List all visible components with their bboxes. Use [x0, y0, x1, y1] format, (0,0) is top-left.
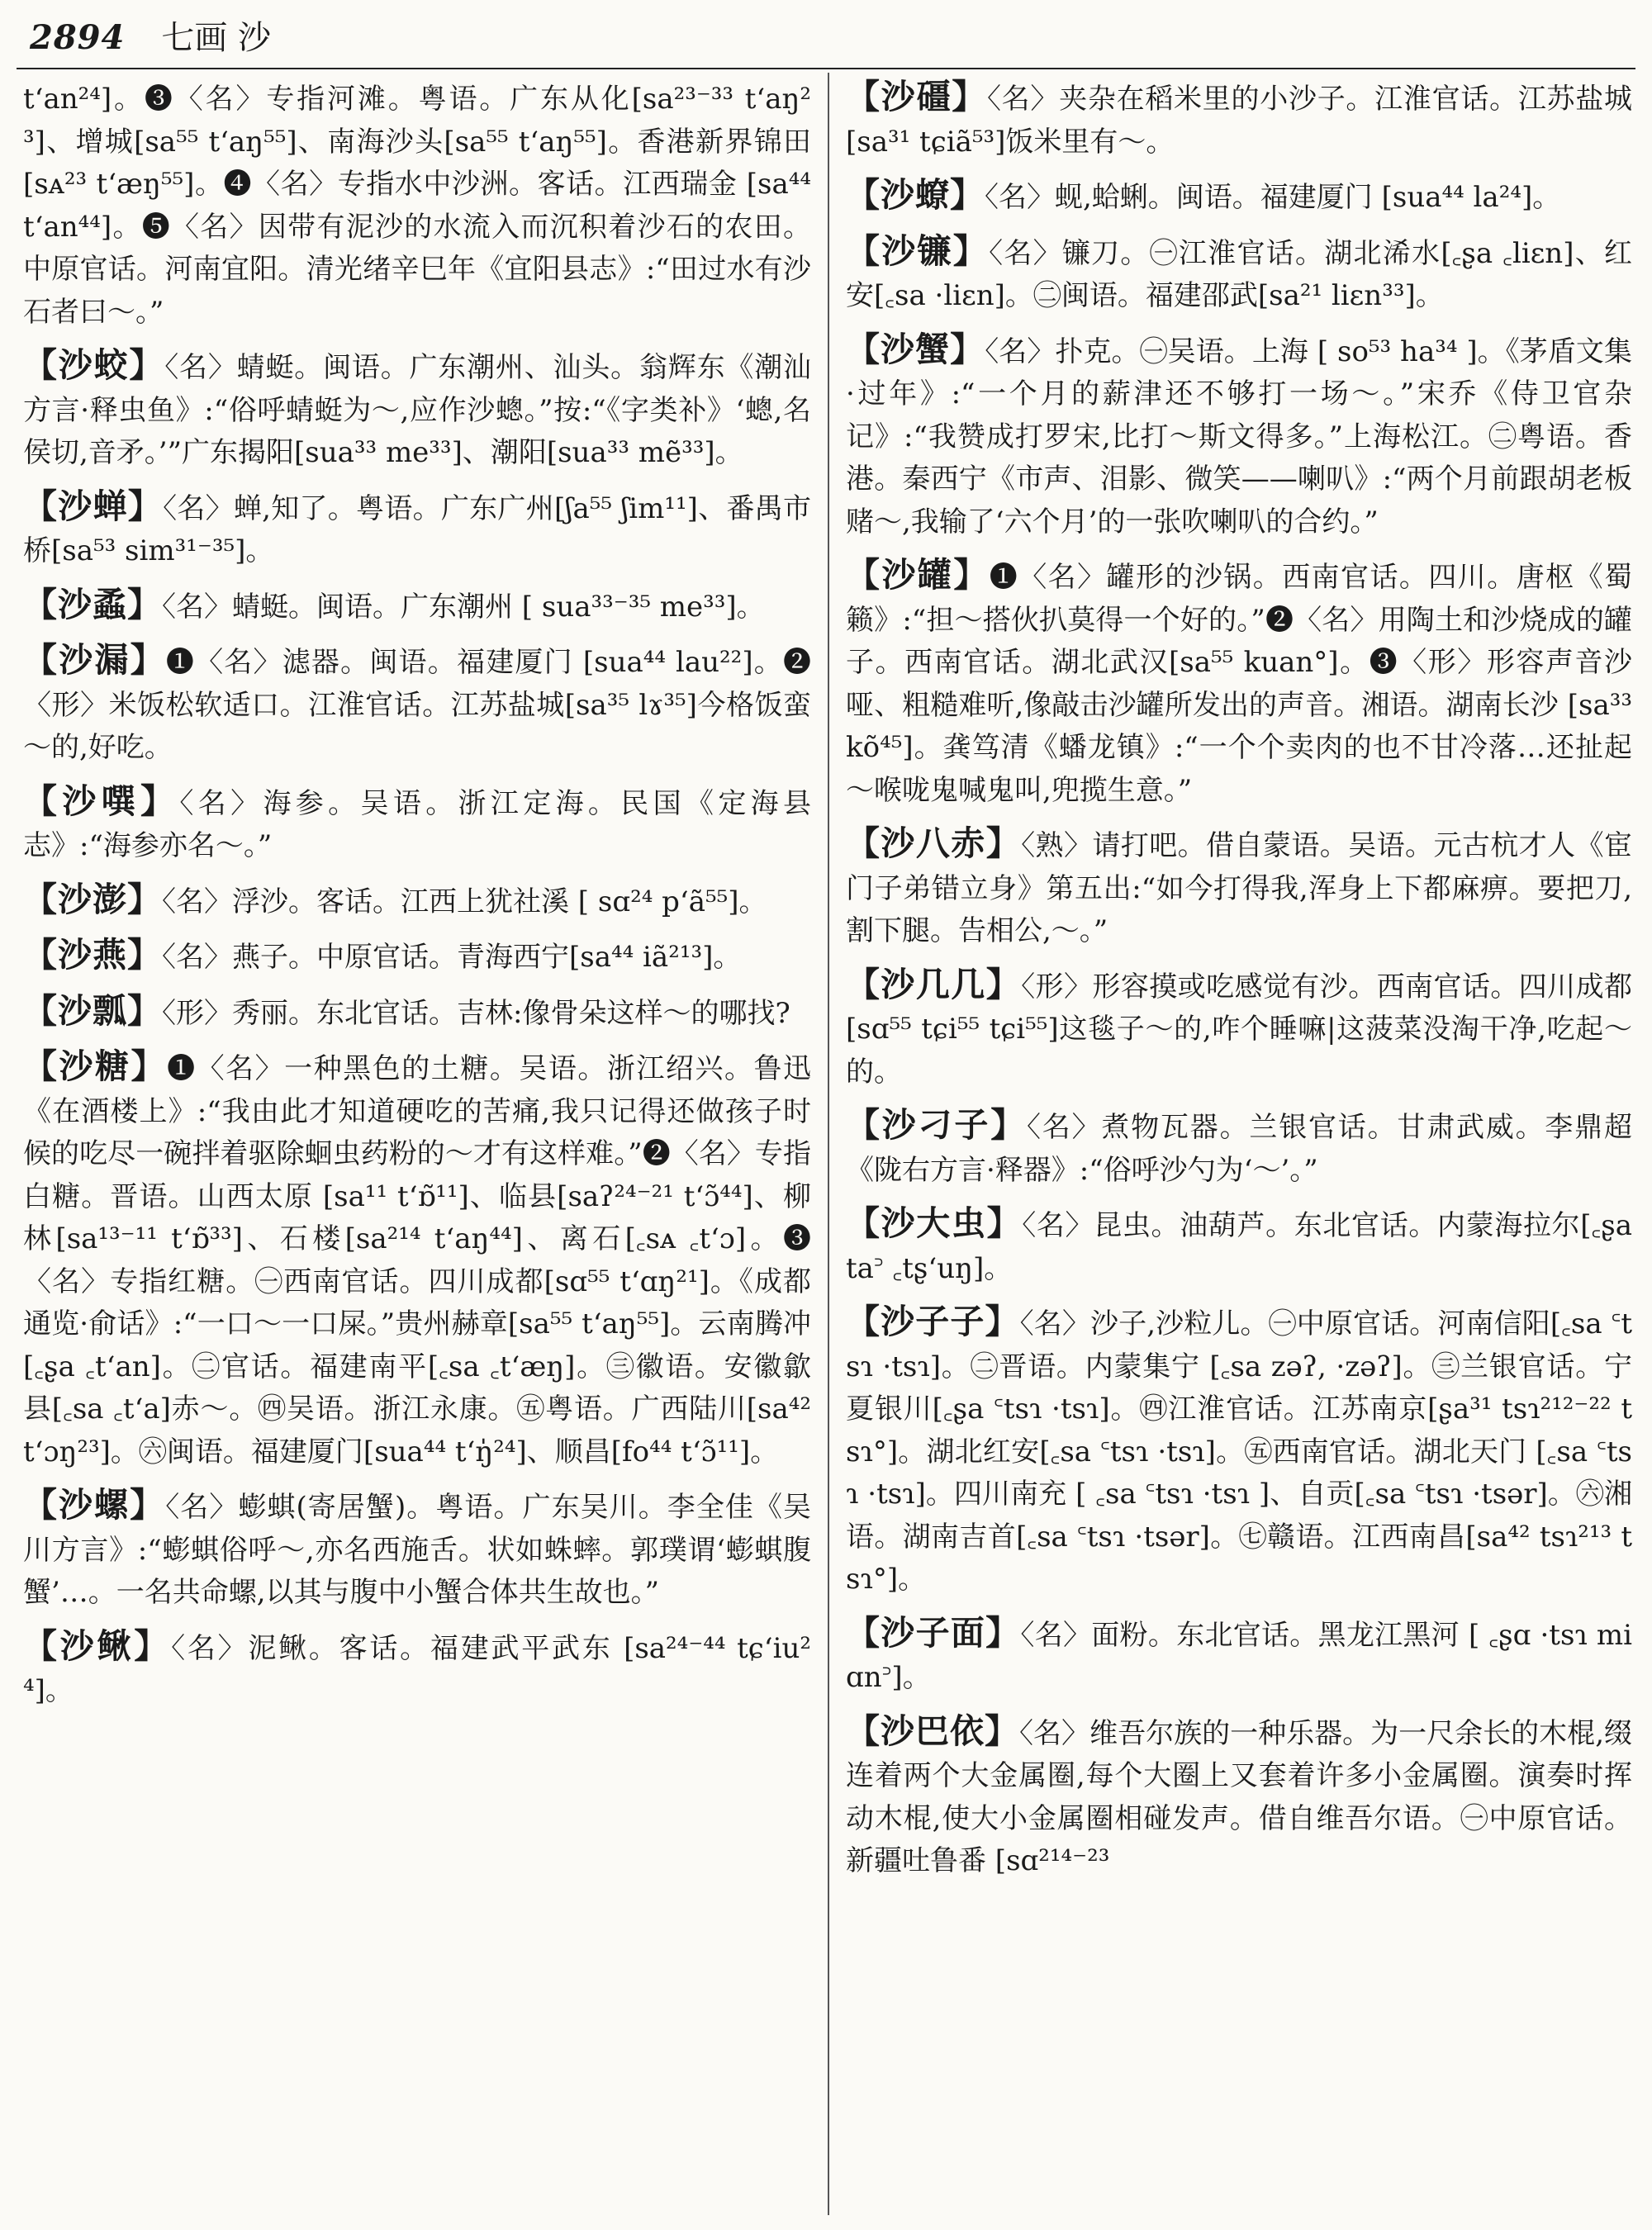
- dictionary-entry: [23, 1625, 811, 1713]
- entry-headword: 【沙蟊】: [23, 584, 162, 624]
- dictionary-entry: [23, 934, 811, 980]
- page-number: 2894: [30, 18, 126, 57]
- entry-text: 〈名〉面粉。东北官话。黑龙江黑河 [ ꜀ʂɑ ·tsɿ miɑn꜄]。: [846, 1618, 1632, 1694]
- entry-text: 〈名〉泥鳅。客话。福建武平武东 [sa²⁴⁻⁴⁴ tɕ‘iu²⁴]。: [23, 1631, 811, 1707]
- entry-text: 〈名〉煮物瓦器。兰银官话。甘肃武威。李鼎超《陇右方言·释器》:“俗呼沙勺为‘～’。”: [846, 1111, 1632, 1187]
- entry-headword: 【沙罐】: [846, 555, 990, 595]
- dictionary-entry: [23, 486, 811, 573]
- right-column: [846, 76, 1632, 2215]
- column-divider: [828, 73, 829, 2215]
- entry-text: ❶〈名〉一种黑色的土糖。吴语。浙江绍兴。鲁迅《在酒楼上》:“我由此才知道硬吃的苦痛,我只记得还做孩子时候的吃尽一碗拌着驱除蛔虫药粉的～才有这样难。”❷〈名〉专指白糖。晋语。山西太原 [sa¹¹ t‘ɒ̃¹¹]、临县[saʔ²⁴⁻²¹ t‘ɔ̃⁴⁴]、柳林[sa¹³⁻¹¹ t‘ɒ̃³³]、石楼[sa²¹⁴ t‘aŋ⁴⁴]、离石[꜀sᴀ ꜀t‘ɔ]。❸〈名〉专指红糖。㊀西南官话。四川成都[sɑ⁵⁵ t‘ɑŋ²¹]。《成都通览·俞话》:“一口～一口屎。”贵州赫章[sa⁵⁵ t‘aŋ⁵⁵]。云南腾冲[꜀ʂa ꜀t‘an]。㊁官话。福建南平[꜀sa ꜀t‘æŋ]。㊂徽语。安徽歙县[꜀sa ꜀t‘a]赤～。㊃吴语。浙江永康。㊄粤语。广西陆川[sa⁴² t‘ɔŋ²³]。㊅闽语。福建厦门[sua⁴⁴ t‘ŋ̍²⁴]、顺昌[fo⁴⁴ t‘ɔ̃¹¹]。: [23, 1052, 811, 1468]
- entry-text: 〈熟〉请打吧。借自蒙语。吴语。元古杭才人《宦门子弟错立身》第五出:“如今打得我,浑身上下都麻痹。要把刀,割下腿。告相公,～。”: [846, 829, 1632, 947]
- entry-text: 〈名〉沙子,沙粒儿。㊀中原官话。河南信阳[꜀sa ꜂tsɿ ·tsɿ]。㊁晋语。内蒙集宁 [꜀sa zəʔ, ·zəʔ]。㊂兰银官话。宁夏银川[꜀ʂa ꜂tsɿ ·tsɿ]。㊃江淮官话。江苏南京[ʂa³¹ tsɿ²¹²⁻²² tsɿ°]。湖北红安[꜀sa ꜂tsɿ ·tsɿ]。㊄西南官话。湖北天门 [꜀sa ꜂tsɿ ·tsɿ]。四川南充 [ ꜀sa ꜂tsɿ ·tsɿ ]、自贡[꜀sa ꜂tsɿ ·tsər]。㊅湘语。湖南吉首[꜀sa ꜂tsɿ ·tsər]。㊆赣语。江西南昌[sa⁴² tsɿ²¹³ tsɿ°]。: [846, 1307, 1632, 1596]
- dictionary-entry: [23, 780, 811, 868]
- entry-text: 〈名〉蜻蜓。闽语。广东潮州 [ sua³³⁻³⁵ me³³]。: [162, 590, 765, 624]
- entry-text: 〈名〉海参。吴语。浙江定海。民国《定海县志》:“海参亦名～。”: [23, 786, 811, 862]
- entry-headword: 【沙漏】: [23, 640, 166, 680]
- entry-headword: 【沙几几】: [846, 964, 1022, 1004]
- dictionary-entry: [23, 1484, 811, 1615]
- entry-headword: 【沙噀】: [23, 780, 180, 821]
- entry-text: 〈名〉维吾尔族的一种乐器。为一尺余长的木棍,缀连着两个大金属圈,每个大圈上又套着许多小金属圈。演奏时挥动木棍,使大小金属圈相碰发声。借自维吾尔语。㊀中原官话。新疆吐鲁番 [sɑ²¹⁴⁻²³: [846, 1716, 1632, 1877]
- entry-text: ❶〈名〉滤器。闽语。福建厦门 [sua⁴⁴ lau²²]。❷〈形〉米饭松软适口。江淮官话。江苏盐城[sa³⁵ lɤ³⁵]今格饭蛮～的,好吃。: [23, 646, 811, 764]
- entry-headword: 【沙螺】: [23, 1485, 166, 1525]
- dictionary-entry: [846, 964, 1632, 1094]
- entry-headword: 【沙蟟】: [846, 175, 985, 215]
- entry-text: 〈名〉燕子。中原官话。青海西宁[sa⁴⁴ iã²¹³]。: [162, 941, 742, 974]
- dictionary-entry: [23, 76, 811, 334]
- entry-headword: 【沙礓】: [846, 77, 987, 116]
- entry-headword: 【沙子面】: [846, 1612, 1021, 1653]
- dictionary-entry: [846, 1104, 1632, 1192]
- entry-headword: 【沙蟹】: [846, 329, 985, 369]
- header-divider: [17, 68, 1635, 69]
- entry-headword: 【沙蝉】: [23, 486, 164, 526]
- dictionary-entry: [23, 990, 811, 1036]
- entry-headword: 【沙巴依】: [846, 1710, 1020, 1751]
- dictionary-entry: [846, 329, 1632, 544]
- entry-headword: 【沙子子】: [846, 1302, 1020, 1341]
- entry-text: 〈名〉夹杂在稻米里的小沙子。江淮官话。江苏盐城[sa³¹ tɕiã⁵³]饭米里有～。: [846, 83, 1632, 159]
- dictionary-entry: [846, 1203, 1632, 1290]
- entry-text: 〈形〉形容摸或吃感觉有沙。西南官话。四川成都[sɑ⁵⁵ tɕi⁵⁵ tɕi⁵⁵]这毯子～的,咋个睡嘛|这菠菜没淘干净,吃起～的。: [846, 970, 1632, 1089]
- entry-headword: 【沙瓢】: [23, 990, 162, 1031]
- dictionary-entry: [846, 174, 1632, 220]
- dictionary-entry: [23, 1046, 811, 1473]
- entry-text: 〈名〉浮沙。客话。江西上犹社溪 [ sɑ²⁴ p‘ã⁵⁵]。: [162, 885, 767, 918]
- page-header: [30, 18, 271, 58]
- dictionary-entry: [846, 230, 1632, 318]
- dictionary-entry: [846, 1710, 1632, 1883]
- dictionary-entry: [23, 584, 811, 629]
- entry-headword: 【沙鳅】: [23, 1625, 172, 1666]
- entry-text: ❶〈名〉罐形的沙锅。西南官话。四川。唐枢《蜀籁》:“担～搭伙扒莫得一个好的。”❷〈名〉用陶土和沙烧成的罐子。西南官话。湖北武汉[sa⁵⁵ kuan°]。❸〈形〉形容声音沙哑、粗糙难听,像敲击沙罐所发出的声音。湘语。湖南长沙 [sa³³ kõ⁴⁵]。龚笃清《蟠龙镇》:“一个个卖肉的也不甘冷落…还扯起～喉咙鬼喊鬼叫,兜揽生意。”: [846, 561, 1632, 807]
- section-label: 七画 沙: [161, 19, 272, 57]
- entry-headword: 【沙糖】: [23, 1046, 168, 1086]
- entry-headword: 【沙八赤】: [846, 823, 1022, 863]
- left-column: [23, 76, 811, 2215]
- dictionary-entry: [846, 76, 1632, 164]
- entry-text: t‘an²⁴]。❸〈名〉专指河滩。粤语。广东从化[sa²³⁻³³ t‘aŋ²³]、增城[sa⁵⁵ t‘aŋ⁵⁵]、南海沙头[sa⁵⁵ t‘aŋ⁵⁵]。香港新界锦田[sᴀ²³ t‘æŋ⁵⁵]。❹〈名〉专指水中沙洲。客话。江西瑞金 [sa⁴⁴ t‘an⁴⁴]。❺〈名〉因带有泥沙的水流入而沉积着沙石的农田。中原官话。河南宜阳。清光绪辛巳年《宜阳县志》:“田过水有沙石者曰～。”: [23, 83, 811, 329]
- entry-text: 〈形〉秀丽。东北官话。吉林:像骨朵这样～的哪找?: [162, 996, 790, 1030]
- dictionary-entry: [846, 1612, 1632, 1700]
- entry-headword: 【沙镰】: [846, 230, 990, 271]
- dictionary-entry: [846, 554, 1632, 812]
- dictionary-entry: [23, 639, 811, 770]
- dictionary-entry: [846, 1301, 1632, 1601]
- dictionary-entry: [23, 344, 811, 475]
- entry-headword: 【沙大虫】: [846, 1203, 1023, 1243]
- dictionary-entry: [846, 823, 1632, 953]
- entry-headword: 【沙刁子】: [846, 1105, 1027, 1145]
- entry-text: 〈名〉蚬,蛤蜊。闽语。福建厦门 [sua⁴⁴ la²⁴]。: [985, 181, 1561, 214]
- entry-headword: 【沙蛟】: [23, 345, 165, 385]
- entry-headword: 【沙澎】: [23, 879, 162, 919]
- entry-text: 〈名〉镰刀。㊀江淮官话。湖北浠水[꜀ʂa ꜀liɛn]、红安[꜀sa ·liɛn]。㊁闽语。福建邵武[sa²¹ liɛn³³]。: [846, 236, 1632, 312]
- entry-text: 〈名〉蝉,知了。粤语。广东广州[ʃa⁵⁵ ʃim¹¹]、番禺市桥[sa⁵³ sim³¹⁻³⁵]。: [23, 491, 811, 567]
- dictionary-entry: [23, 879, 811, 924]
- entry-text: 〈名〉扑克。㊀吴语。上海 [ so⁵³ ha³⁴ ]。《茅盾文集·过年》:“一个月的薪津还不够打一场～。”宋乔《侍卫官杂记》:“我赞成打罗宋,比打～斯文得多。”上海松江。㊁粤语。香港。秦西宁《市声、泪影、微笑——喇叭》:“两个月前跟胡老板赌～,我输了‘六个月’的一张吹喇叭的合约。”: [846, 334, 1632, 539]
- entry-text: 〈名〉昆虫。油葫芦。东北官话。内蒙海拉尔[꜀ʂa ta꜄ ꜀tʂ‘uŋ]。: [846, 1209, 1632, 1285]
- entry-headword: 【沙燕】: [23, 935, 162, 975]
- entry-text: 〈名〉蟛蜞(寄居蟹)。粤语。广东吴川。李全佳《吴川方言》:“蟛蜞俗呼～,亦名西施舌。状如蛛蟀。郭璞谓‘蟛蜞腹蟹’…。一名共命螺,以其与腹中小蟹合体共生故也。”: [23, 1491, 811, 1609]
- entry-text: 〈名〉蜻蜓。闽语。广东潮州、汕头。翁辉东《潮汕方言·释虫鱼》:“俗呼蜻蜓为～,应作沙蟌。”按:“《字类补》‘蟌,名侯切,音矛。’”广东揭阳[sua³³ me³³]、潮阳[sua³³ mẽ³³]。: [23, 351, 811, 469]
